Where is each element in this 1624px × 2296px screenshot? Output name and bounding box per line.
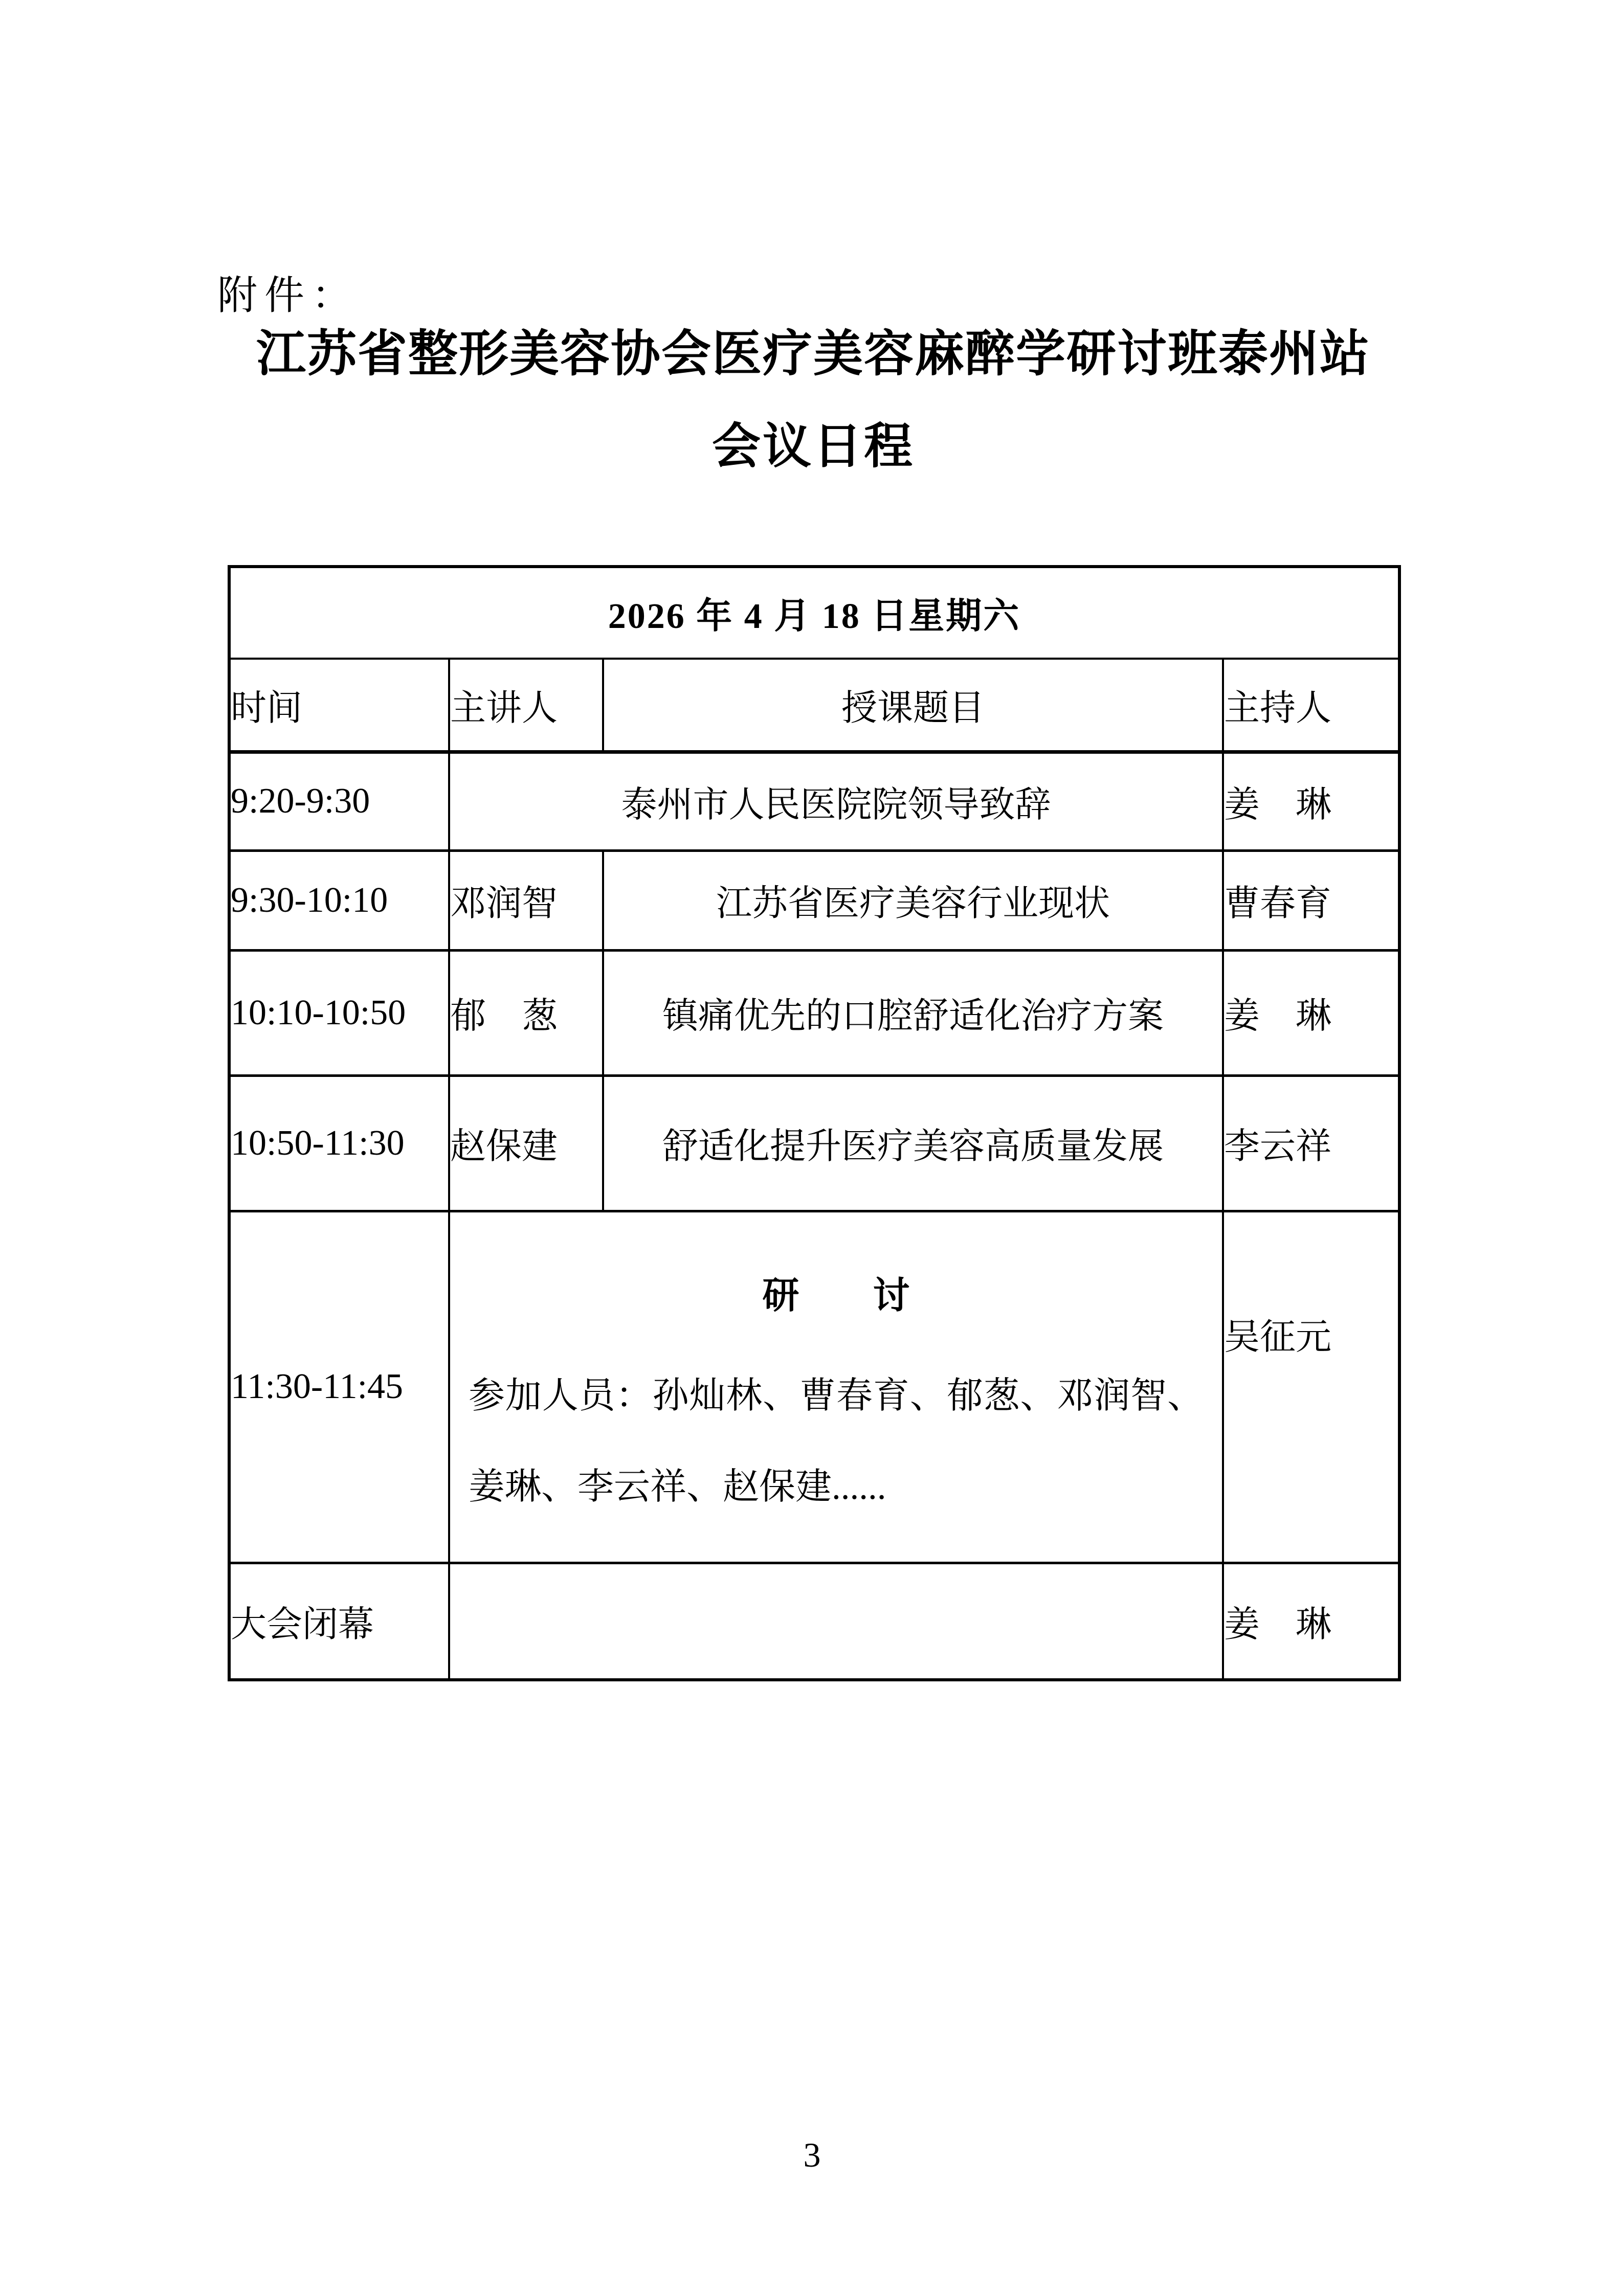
session-time: 11:30-11:45 bbox=[229, 1211, 449, 1563]
session-time: 10:50-11:30 bbox=[229, 1075, 449, 1211]
session-topic: 江苏省医疗美容行业现状 bbox=[603, 850, 1223, 950]
discussion-title: 研 讨 bbox=[762, 1275, 910, 1316]
document-title-line2: 会议日程 bbox=[711, 419, 915, 474]
session-host: 李云祥 bbox=[1223, 1075, 1399, 1211]
column-header-topic: 授课题目 bbox=[603, 659, 1223, 752]
session-topic: 舒适化提升医疗美容高质量发展 bbox=[603, 1075, 1223, 1211]
session-speaker: 郁 葱 bbox=[449, 950, 603, 1075]
table-row-date-header bbox=[229, 567, 1399, 659]
column-header-time: 时间 bbox=[229, 659, 449, 752]
conference-schedule-table bbox=[228, 565, 1401, 1681]
column-header-speaker: 主讲人 bbox=[449, 659, 603, 752]
date-header-cell: 2026 年 4 月 18 日星期六 bbox=[229, 567, 1399, 659]
session-time: 9:30-10:10 bbox=[229, 850, 449, 950]
session-host: 曹春育 bbox=[1223, 850, 1399, 950]
table-row bbox=[229, 950, 1399, 1075]
participants-line: 参加人员：孙灿林、曹春育、郁葱、邓润智、 bbox=[469, 1376, 1204, 1416]
session-speaker: 赵保建 bbox=[449, 1075, 603, 1211]
table-row-column-headers bbox=[229, 659, 1399, 752]
session-speaker: 邓润智 bbox=[449, 850, 603, 950]
session-topic: 泰州市人民医院院领导致辞 bbox=[449, 752, 1223, 850]
session-time: 10:10-10:50 bbox=[229, 950, 449, 1075]
closing-label: 大会闭幕 bbox=[229, 1563, 449, 1680]
table-row-closing bbox=[229, 1563, 1399, 1680]
closing-empty-cell bbox=[449, 1563, 1223, 1680]
table-row-discussion bbox=[229, 1211, 1399, 1563]
table-row bbox=[229, 752, 1399, 850]
table-row bbox=[229, 1075, 1399, 1211]
discussion-cell bbox=[449, 1211, 1223, 1563]
session-host: 姜 琳 bbox=[1223, 752, 1399, 850]
discussion-participants bbox=[450, 1350, 1222, 1533]
attachment-label: 附件： bbox=[217, 273, 359, 318]
session-host: 姜 琳 bbox=[1223, 1563, 1399, 1680]
session-host: 吴征元 bbox=[1224, 1317, 1331, 1357]
participants-line: 姜琳、李云祥、赵保建...... bbox=[469, 1467, 886, 1507]
session-time: 9:20-9:30 bbox=[229, 752, 449, 850]
session-host: 姜 琳 bbox=[1223, 950, 1399, 1075]
table-row bbox=[229, 850, 1399, 950]
column-header-host: 主持人 bbox=[1223, 659, 1399, 752]
document-title-line1: 江苏省整形美容协会医疗美容麻醉学研讨班泰州站 bbox=[256, 327, 1370, 381]
session-topic: 镇痛优先的口腔舒适化治疗方案 bbox=[603, 950, 1223, 1075]
page-number: 3 bbox=[803, 2135, 821, 2174]
document-title bbox=[228, 321, 1399, 477]
session-host-cell bbox=[1223, 1211, 1399, 1563]
